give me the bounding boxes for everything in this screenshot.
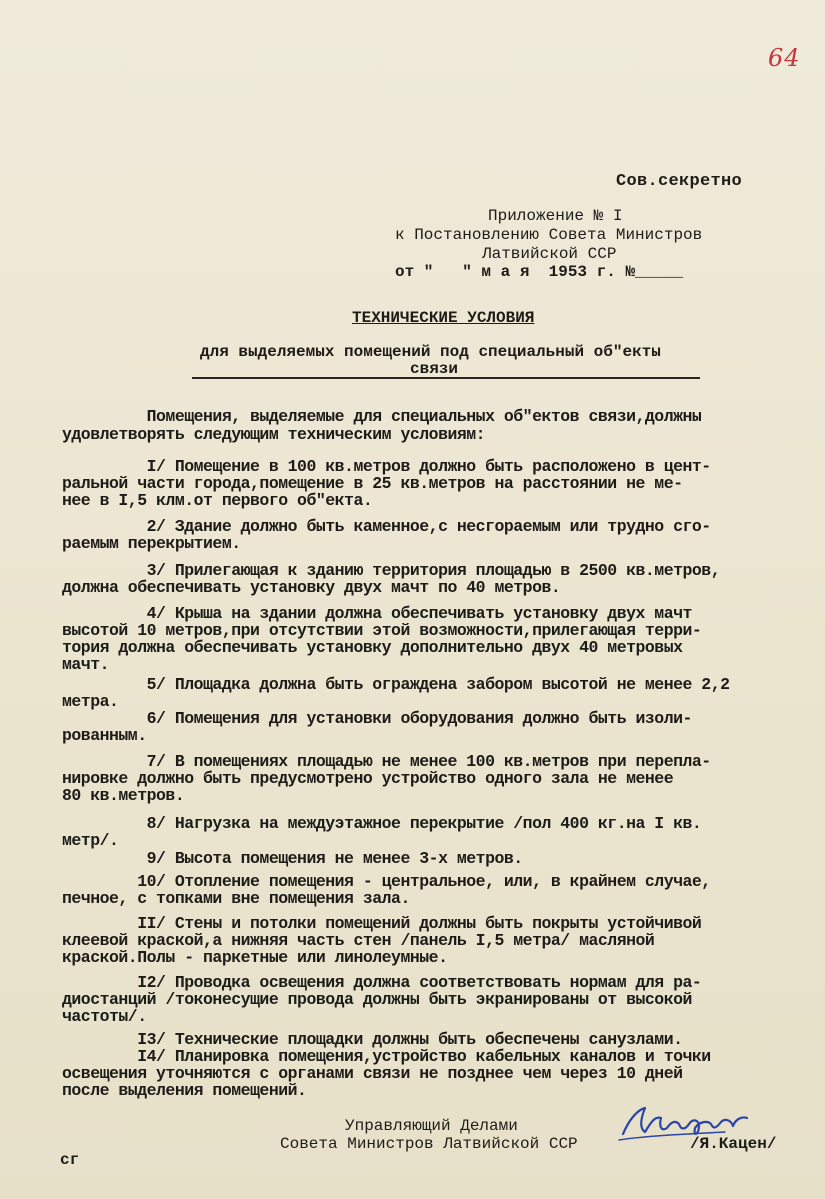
body-line: I/ Помещение в 100 кв.метров должно быть расположено в цент-: [62, 457, 711, 476]
typist-mark: сг: [60, 1151, 80, 1169]
body-line: клеевой краской,а нижняя часть стен /панель I,5 метра/ масляной: [62, 931, 655, 950]
body-line: тория должна обеспечивать установку дополнительно двух 40 метровых: [62, 638, 683, 657]
body-line: нировке должно быть предусмотрено устройство одного зала не менее: [62, 769, 674, 788]
body-line: раемым перекрытием.: [62, 534, 241, 553]
body-line: удовлетворять следующим техническим условиям:: [62, 425, 486, 444]
body-line: I4/ Планировка помещения,устройство кабельных каналов и точки: [62, 1047, 711, 1066]
header-date: от " " м а я 1953 г. №_____: [395, 263, 684, 281]
body-line: ральной части города,помещение в 25 кв.метров на расстоянии не ме-: [62, 474, 683, 493]
body-line: после выделения помещений.: [62, 1081, 307, 1100]
body-line: должна обеспечивать установку двух мачт по 40 метров.: [62, 578, 561, 597]
body-line: нее в I,5 клм.от первого об"екта.: [62, 491, 373, 510]
signatory-title: Управляющий Делами: [345, 1117, 518, 1135]
body-line: I2/ Проводка освещения должна соответствовать нормам для ра-: [62, 973, 702, 992]
signatory-organization: Совета Министров Латвийской ССР: [280, 1135, 578, 1153]
body-line: 10/ Отопление помещения - центральное, или, в крайнем случае,: [62, 872, 711, 891]
body-line: 7/ В помещениях площадью не менее 100 кв.метров при перепла-: [62, 752, 711, 771]
body-line: диостанций /токонесущие провода должны быть экранированы от высокой: [62, 990, 692, 1009]
document-title: ТЕХНИЧЕСКИЕ УСЛОВИЯ: [352, 309, 535, 327]
body-line: Помещения, выделяемые для специальных об"ектов связи,должны: [62, 407, 702, 426]
folio-number: 64: [768, 44, 801, 72]
body-line: 9/ Высота помещения не менее 3-х метров.: [62, 849, 523, 868]
body-line: II/ Стены и потолки помещений должны быть покрыты устойчивой: [62, 914, 702, 933]
body-line: 80 кв.метров.: [62, 786, 185, 805]
body-line: частоты/.: [62, 1007, 147, 1026]
header-appendix: Приложение № I: [488, 207, 623, 225]
header-resolution: к Постановлению Совета Министров: [395, 226, 703, 244]
handwritten-signature: [615, 1098, 775, 1148]
body-line: высотой 10 метров,при отсутствии этой возможности,прилегающая терри-: [62, 621, 702, 640]
body-line: метр/.: [62, 831, 119, 850]
body-line: 6/ Помещения для установки оборудования должно быть изоли-: [62, 709, 692, 728]
body-line: рованным.: [62, 726, 147, 745]
document-subtitle-line2: связи: [410, 360, 459, 378]
header-republic: Латвийской ССР: [482, 245, 617, 263]
body-line: печное, с топками вне помещения зала.: [62, 889, 410, 908]
document-subtitle-line1: для выделяемых помещений под специальный об"екты: [200, 343, 661, 361]
body-line: 2/ Здание должно быть каменное,с несгораемым или трудно сго-: [62, 517, 711, 536]
body-line: метра.: [62, 692, 119, 711]
body-line: 5/ Площадка должна быть ограждена забором высотой не менее 2,2: [62, 675, 730, 694]
body-line: I3/ Технические площадки должны быть обеспечены санузлами.: [62, 1030, 683, 1049]
body-line: 8/ Нагрузка на междуэтажное перекрытие /пол 400 кг.на I кв.: [62, 814, 702, 833]
body-line: 3/ Прилегающая к зданию территория площадью в 2500 кв.метров,: [62, 561, 721, 580]
classification-mark: Сов.секретно: [616, 172, 743, 191]
body-line: 4/ Крыша на здании должна обеспечивать установку двух мачт: [62, 604, 692, 623]
body-line: освещения уточняются с органами связи не позднее чем через 10 дней: [62, 1064, 683, 1083]
body-line: мачт.: [62, 655, 110, 674]
subtitle-underline: [192, 377, 700, 379]
signatory-name: /Я.Кацен/: [690, 1135, 777, 1153]
body-line: краской.Полы - паркетные или линолеумные.: [62, 948, 448, 967]
